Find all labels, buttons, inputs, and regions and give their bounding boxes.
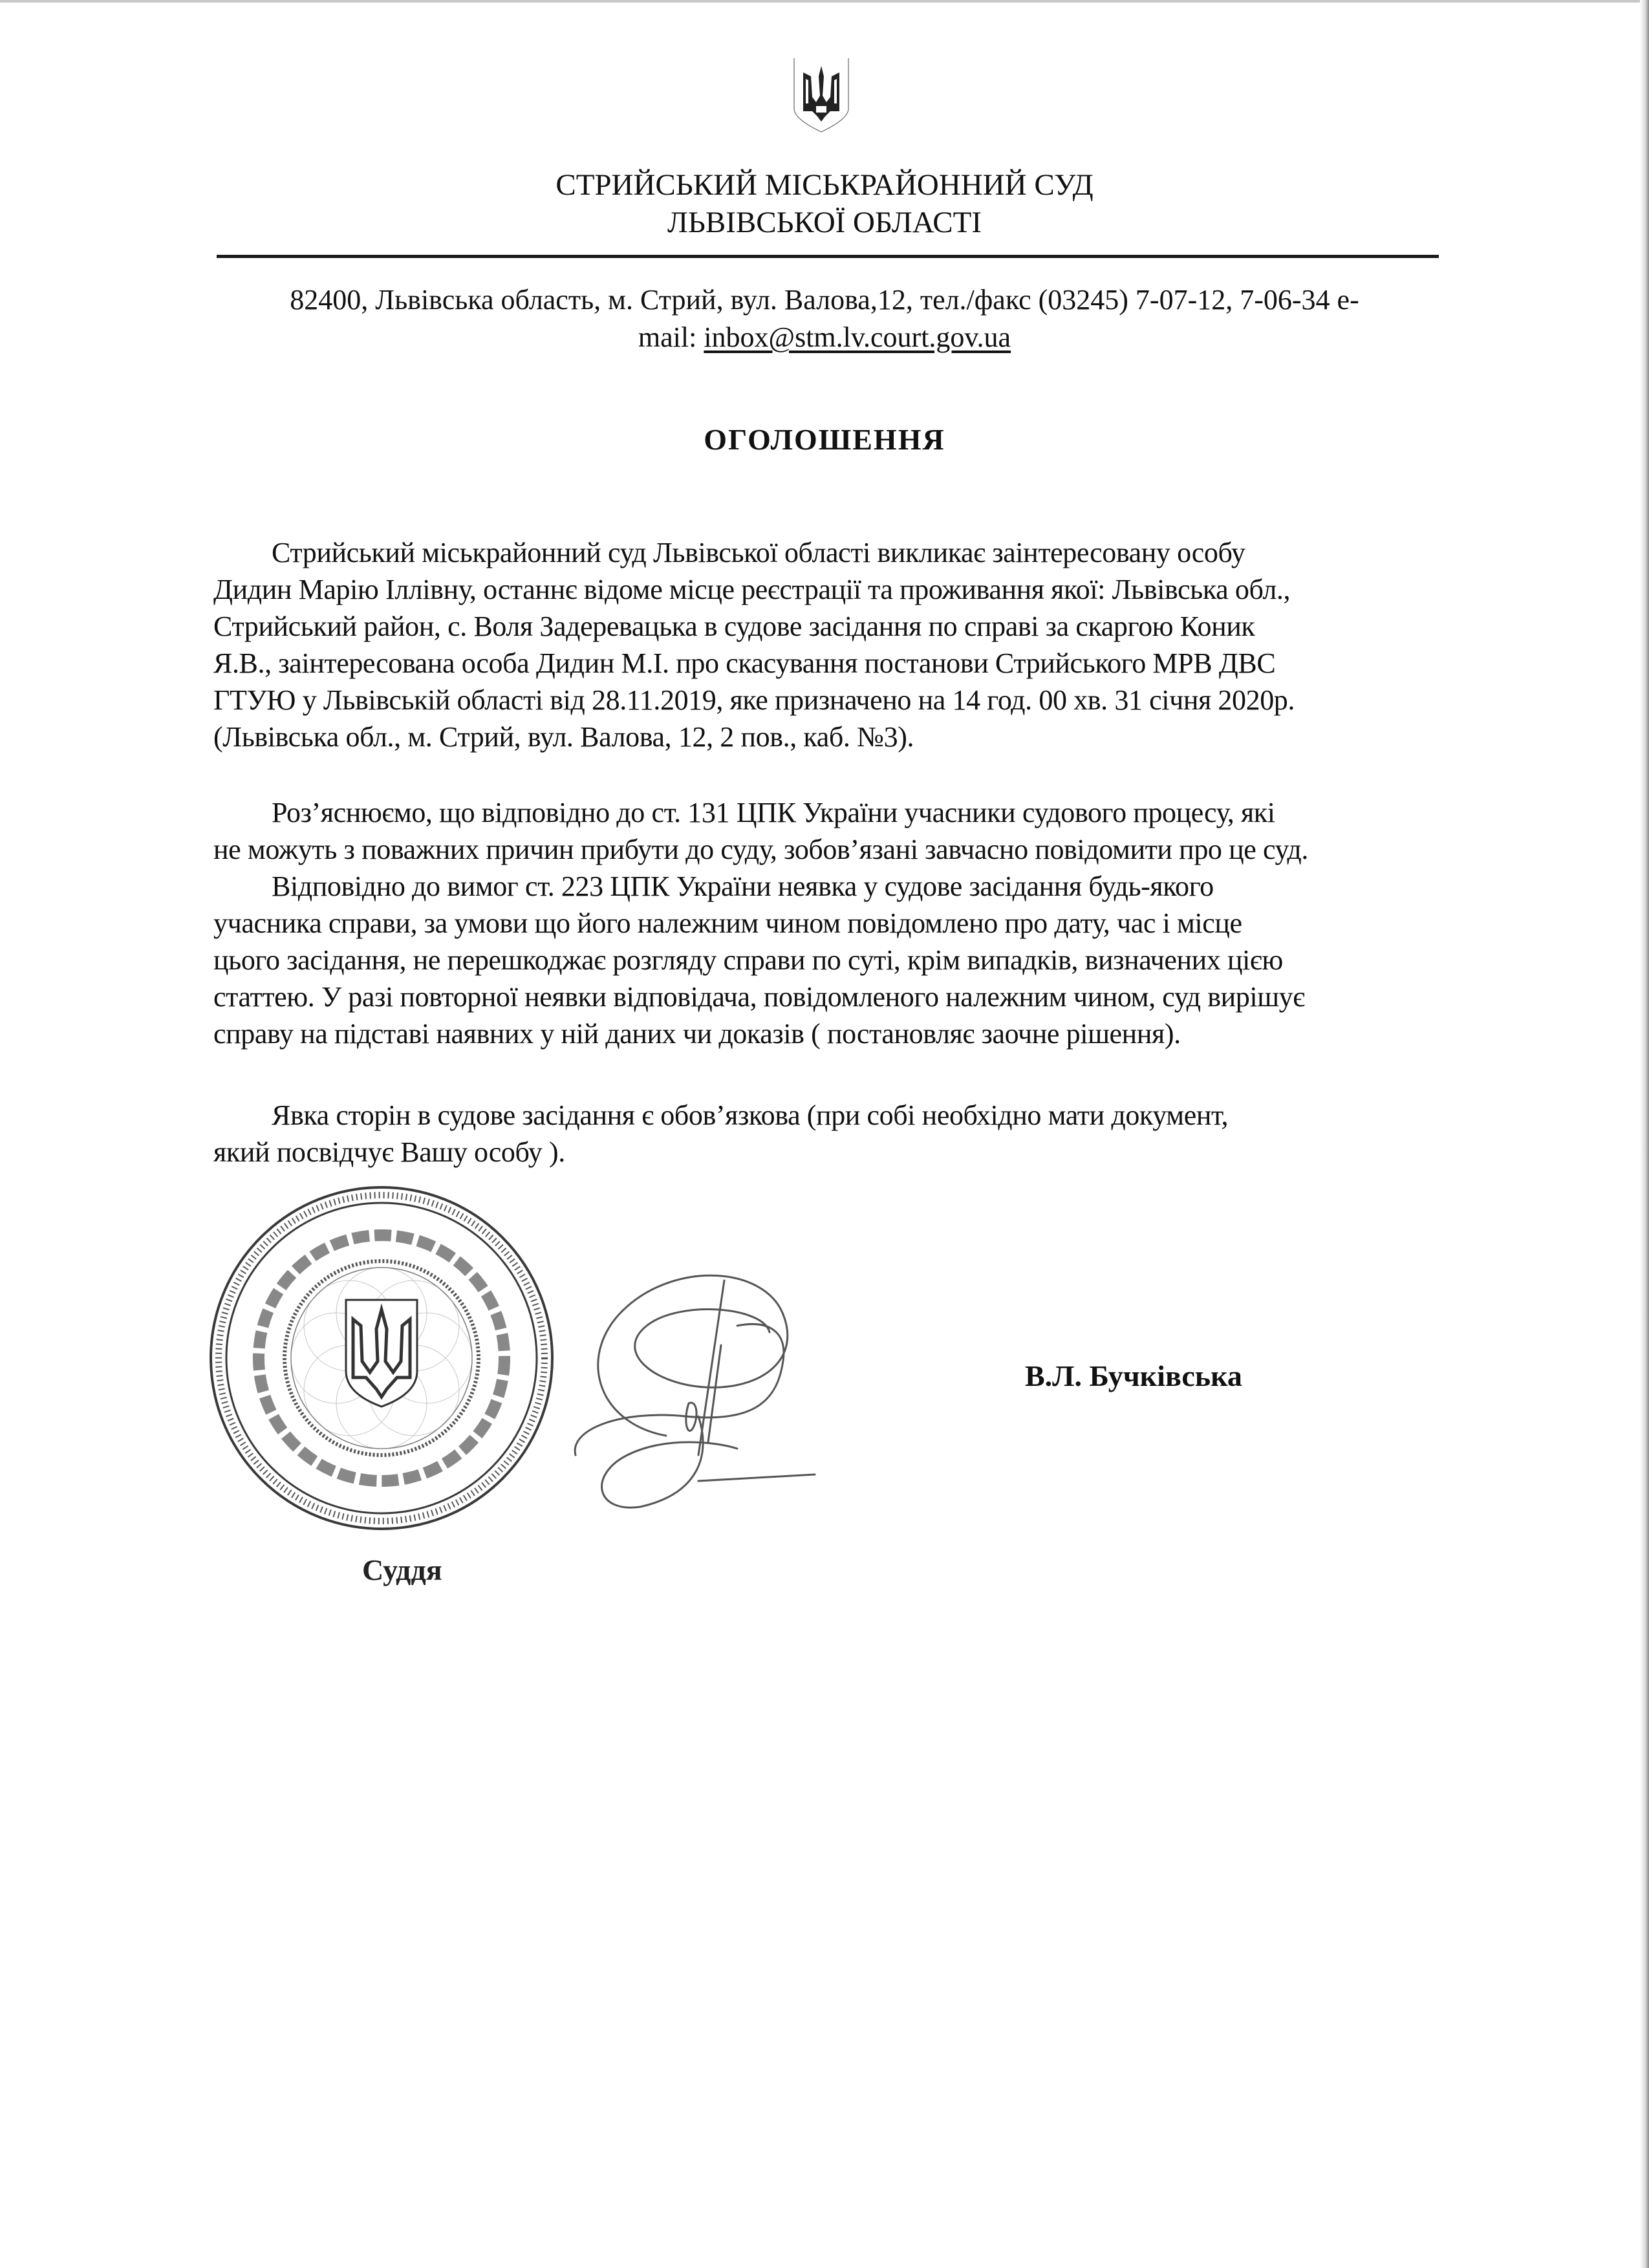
paragraph-line: Стрийський міськрайонний суд Львівської області викликає заінтересовану особу	[272, 537, 1245, 568]
paragraph-explanation	[213, 794, 1461, 868]
paragraph-line: Стрийський район, с. Воля Задеревацька в судове засідання по справі за скаргою Коник	[213, 610, 1255, 642]
court-name-line1: СТРИЙСЬКИЙ МІСЬКРАЙОННИЙ СУД	[555, 168, 1094, 202]
judge-name: В.Л. Бучківська	[1025, 1359, 1242, 1392]
paragraph-absence-rules	[213, 868, 1461, 1052]
address-line1: 82400, Львівська область, м. Стрий, вул. Валова,12, тел./факс (03245) 7-07-12, 7-06-34 e-	[290, 284, 1359, 316]
paragraph-attendance	[213, 1097, 1461, 1171]
paragraph-line: Роз’яснюємо, що відповідно до ст. 131 ЦПК України учасники судового процесу, які	[272, 797, 1275, 828]
paragraph-line: учасника справи, за умови що його належним чином повідомлено про дату, час і місце	[213, 907, 1242, 939]
email-prefix: mail:	[638, 321, 704, 353]
scan-edge-top	[0, 0, 1649, 3]
paragraph-line: справу на підставі наявних у ній даних чи доказів ( постановляє заочне рішення).	[213, 1018, 1181, 1050]
paragraph-line: ГТУЮ у Львівській області від 28.11.2019, яке призначено на 14 год. 00 хв. 31 січня 2020р.	[213, 684, 1295, 716]
paragraph-line: (Львівська обл., м. Стрий, вул. Валова, 12, 2 пов., каб. №3).	[213, 721, 914, 753]
scan-edge-right	[1640, 0, 1649, 2268]
email-link[interactable]: inbox@stm.lv.court.gov.ua	[704, 321, 1011, 353]
paragraph-line: статтею. У разі повторної неявки відповідача, повідомленого належним чином, суд вирішує	[213, 981, 1305, 1013]
paragraph-line: який посвідчує Вашу особу ).	[213, 1136, 565, 1168]
handwritten-signature	[569, 1248, 970, 1520]
judge-role-label: Суддя	[362, 1553, 442, 1586]
header-divider	[217, 255, 1439, 258]
paragraph-line: Відповідно до вимог ст. 223 ЦПК України неявка у судове засідання будь-якого	[272, 870, 1214, 902]
paragraph-summons	[213, 534, 1461, 755]
document-title: ОГОЛОШЕННЯ	[704, 423, 945, 456]
court-stamp	[207, 1183, 556, 1533]
paragraph-line: Дидин Марію Іллівну, останнє відоме місце реєстрації та проживання якої: Львівська обл.,	[213, 574, 1291, 605]
paragraph-line: цього засідання, не перешкоджає розгляду справи по суті, крім випадків, визначених цією	[213, 944, 1283, 976]
ukraine-trident-icon	[790, 57, 852, 133]
paragraph-line: Явка сторін в судове засідання є обов’язкова (при собі необхідно мати документ,	[272, 1099, 1229, 1131]
court-name-line2: ЛЬВІВСЬКОЇ ОБЛАСТІ	[667, 206, 982, 239]
paragraph-line: Я.В., заінтересована особа Дидин М.І. про скасування постанови Стрийського МРВ ДВС	[213, 647, 1276, 679]
address-line2	[162, 319, 1487, 356]
paragraph-line: не можуть з поважних причин прибути до суду, зобов’язані завчасно повідомити про це суд.	[213, 834, 1308, 865]
